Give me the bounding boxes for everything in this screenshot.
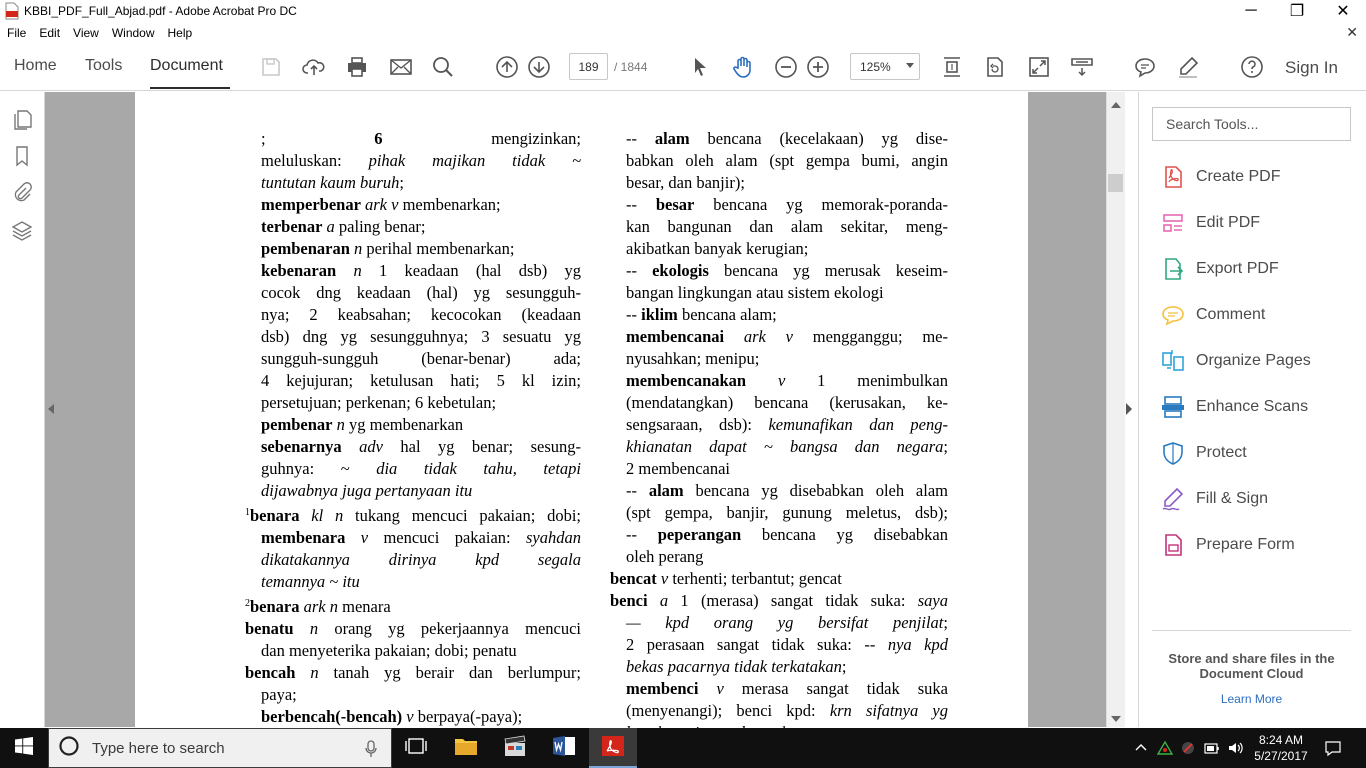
collapse-left-pane-icon[interactable]	[48, 404, 54, 414]
line-segment: terbenar	[261, 217, 323, 236]
line-segment: akibatkan banyak kerugian;	[626, 239, 809, 258]
line-segment: bencah	[245, 663, 296, 682]
fill-sign-pen-icon	[1160, 486, 1186, 512]
line-segment: guhnya: ~	[261, 459, 377, 478]
active-tab-indicator	[150, 87, 230, 89]
acrobat-file-icon	[5, 3, 19, 19]
menu-edit[interactable]: Edit	[39, 25, 61, 40]
dictionary-line	[245, 128, 581, 150]
line-segment: saya	[917, 591, 948, 610]
line-segment: benatu	[245, 619, 294, 638]
maximize-button[interactable]	[1274, 0, 1320, 22]
tool-fill-sign[interactable]	[1160, 484, 1360, 514]
line-segment: persetujuan; perkenan; 6 kebetulan;	[261, 393, 497, 412]
start-button[interactable]	[0, 728, 48, 768]
dictionary-line	[610, 678, 948, 700]
line-segment: paling benar;	[334, 217, 426, 236]
save-icon[interactable]	[259, 55, 283, 79]
line-segment: ;	[841, 657, 847, 676]
line-segment: 1 (merasa) sangat tidak suka:	[668, 591, 918, 610]
line-segment: bencana (kecelakaan) yg dise-	[689, 129, 948, 148]
menu-help[interactable]: Help	[167, 25, 193, 40]
dictionary-line	[245, 640, 581, 662]
shield-icon	[1160, 440, 1186, 466]
tool-label: Organize Pages	[1196, 352, 1311, 369]
line-segment: berpaya(-paya);	[413, 707, 523, 726]
right-text-column	[610, 128, 948, 744]
tool-label: Edit PDF	[1196, 214, 1261, 231]
line-segment: v	[746, 371, 786, 390]
tool-label: Export PDF	[1196, 260, 1279, 277]
line-segment: mencuci pakaian:	[368, 528, 526, 547]
line-segment: ;	[943, 437, 948, 456]
line-segment: krn sifatnya yg	[829, 701, 948, 720]
line-segment: kemunafikan dan peng-	[768, 415, 948, 434]
line-segment: pihak majikan tidak ~	[368, 151, 582, 170]
dictionary-line	[610, 458, 948, 480]
dictionary-line	[610, 436, 948, 458]
tool-export-pdf[interactable]	[1160, 254, 1360, 284]
line-segment: babkan oleh alam (spt gempa bumi, angin	[626, 151, 948, 170]
close-window-button[interactable]	[1320, 0, 1366, 22]
line-segment: v	[402, 707, 414, 726]
line-segment: n	[293, 619, 319, 638]
line-segment: ark v	[724, 327, 793, 346]
line-segment: nyusahkan; menipu;	[626, 349, 760, 368]
learn-more-link[interactable]: Learn More	[1220, 692, 1283, 706]
line-segment: pembenaran	[261, 239, 350, 258]
dictionary-line	[610, 480, 948, 502]
line-segment: pembenar	[261, 415, 333, 434]
line-segment: khianatan dapat ~ bangsa dan negara	[626, 437, 944, 456]
dictionary-line	[245, 304, 581, 326]
dictionary-line	[245, 662, 581, 684]
highlight-pen-icon[interactable]	[1176, 55, 1200, 79]
document-cloud-promo: Store and share files in the Document Cloud	[1168, 651, 1335, 681]
dictionary-line	[610, 414, 948, 436]
dictionary-line	[610, 326, 948, 348]
comment-icon[interactable]	[1133, 55, 1157, 79]
dictionary-line	[610, 590, 948, 612]
dictionary-line	[610, 392, 948, 414]
dictionary-line	[610, 568, 948, 590]
line-segment: n	[336, 261, 362, 280]
read-mode-icon[interactable]	[1070, 55, 1094, 79]
line-segment: membenarkan;	[398, 195, 501, 214]
tool-label: Protect	[1196, 444, 1247, 461]
search-tools-input[interactable]: Search Tools...	[1152, 107, 1351, 141]
line-segment: adv	[341, 437, 383, 456]
line-segment: alam	[654, 129, 690, 148]
tool-label: Comment	[1196, 306, 1266, 323]
tool-enhance-scans[interactable]	[1160, 392, 1360, 422]
dictionary-line	[245, 706, 581, 728]
page-thumbnails-icon[interactable]	[11, 109, 33, 131]
menu-view[interactable]: View	[73, 25, 99, 40]
line-segment: meluluskan:	[261, 151, 369, 170]
dictionary-line	[245, 216, 581, 238]
line-segment: a	[322, 217, 335, 236]
line-segment: mengizinkan;	[382, 129, 581, 148]
taskbar-acrobat[interactable]	[589, 728, 637, 768]
line-segment: yg membenarkan	[344, 415, 464, 434]
line-segment: dsb) dng yg sesungguhnya; 3 sesuatu yg	[261, 327, 581, 346]
microphone-icon[interactable]	[365, 740, 377, 763]
folder-icon	[454, 736, 478, 761]
line-segment: benci	[610, 591, 648, 610]
dictionary-line	[245, 194, 581, 216]
line-segment: kan bangunan dan alam sekitar, meng-	[626, 217, 948, 236]
dictionary-line	[245, 414, 581, 436]
line-segment: ;	[943, 613, 948, 632]
line-segment: perihal membenarkan;	[362, 239, 515, 258]
line-segment: alam	[648, 481, 684, 500]
acrobat-icon	[601, 735, 625, 762]
line-segment: mengganggu; me-	[792, 327, 948, 346]
volume-icon[interactable]	[1227, 740, 1243, 756]
tool-prepare-form[interactable]	[1160, 530, 1360, 560]
dictionary-line	[610, 260, 948, 282]
pdf-page	[135, 92, 1028, 732]
dictionary-line	[610, 150, 948, 172]
line-segment: tukang mencuci pakaian; dobi;	[343, 506, 581, 525]
tool-protect[interactable]	[1160, 438, 1360, 468]
dictionary-line	[610, 656, 948, 678]
clock-time: 8:24 AM	[1258, 733, 1304, 747]
line-segment: benara	[250, 506, 300, 525]
line-segment: v	[656, 569, 669, 588]
dictionary-line	[245, 172, 581, 194]
dictionary-line	[610, 700, 948, 722]
tool-organize-pages[interactable]	[1160, 346, 1360, 376]
windows-taskbar	[0, 728, 1366, 768]
dictionary-line	[245, 348, 581, 370]
line-segment: --	[626, 481, 649, 500]
clapperboard-icon	[503, 735, 527, 762]
line-segment: peperangan	[657, 525, 742, 544]
line-segment: 2 membencanai	[626, 459, 730, 478]
tool-label: Prepare Form	[1196, 536, 1295, 553]
line-segment: kebenaran	[261, 261, 337, 280]
dictionary-line	[610, 370, 948, 392]
line-segment: bencana yg disebabkan oleh alam	[683, 481, 948, 500]
scrollbar-thumb[interactable]	[1108, 174, 1123, 192]
line-segment: memperbenar	[261, 195, 361, 214]
title-bar	[0, 0, 1366, 22]
line-segment: 4 kejujuran; ketulusan hati; 5 kl izin;	[261, 371, 581, 390]
line-segment: — kpd orang yg bersifat penjilat	[626, 613, 944, 632]
dictionary-line	[245, 618, 581, 640]
menu-file[interactable]: File	[7, 25, 27, 40]
line-segment: besar	[655, 195, 695, 214]
line-segment: 1	[245, 507, 250, 518]
line-segment: bangan lingkungan atau sistem ekologi	[626, 283, 884, 302]
line-segment: n	[349, 239, 363, 258]
minimize-button[interactable]	[1228, 0, 1274, 22]
line-segment: paya;	[261, 685, 297, 704]
close-icon: ✕	[1336, 3, 1350, 20]
line-segment: 6	[374, 129, 383, 148]
line-segment: membenci	[626, 679, 699, 698]
tab-document[interactable]: Document	[150, 57, 223, 74]
dictionary-line	[610, 216, 948, 238]
dictionary-line	[245, 282, 581, 304]
page-fit-icon[interactable]	[940, 55, 964, 79]
layers-icon[interactable]	[11, 219, 33, 241]
dictionary-line	[610, 348, 948, 370]
enhance-scans-icon	[1160, 394, 1186, 420]
line-segment: (mendatangkan) bencana (kerusakan, ke-	[626, 393, 948, 412]
dictionary-line	[610, 612, 948, 634]
dictionary-line	[245, 571, 581, 593]
line-segment: ;	[261, 129, 375, 148]
zoom-out-icon[interactable]	[774, 55, 798, 79]
line-segment: orang yg pekerjaannya mencuci	[318, 619, 582, 638]
line-segment: --	[626, 129, 655, 148]
line-segment: iklim	[641, 305, 678, 324]
line-segment: ;	[399, 173, 405, 192]
chevron-down-icon[interactable]	[906, 63, 914, 68]
dictionary-line	[610, 634, 948, 656]
tool-comment[interactable]	[1160, 300, 1360, 330]
line-segment: bencat	[610, 569, 657, 588]
network-app-icon[interactable]	[1157, 740, 1173, 756]
line-segment: membencanakan	[626, 371, 747, 390]
maximize-icon: ❐	[1289, 3, 1305, 20]
dictionary-line	[610, 282, 948, 304]
document-view[interactable]	[45, 92, 1106, 727]
line-segment: nya kpd	[887, 635, 948, 654]
line-segment: menara	[338, 597, 391, 616]
select-cursor-icon[interactable]	[688, 55, 712, 79]
search-icon[interactable]	[431, 55, 455, 79]
line-segment: bencana yg disebabkan	[741, 525, 948, 544]
line-segment: sebenarnya	[261, 437, 342, 456]
previous-page-icon[interactable]	[495, 55, 519, 79]
line-segment: temannya ~ itu	[261, 572, 360, 591]
tool-label: Fill & Sign	[1196, 490, 1269, 507]
taskbar-media-app[interactable]	[491, 728, 539, 768]
left-text-column	[245, 128, 581, 750]
line-segment: terhenti; terbantut; gencat	[668, 569, 842, 588]
page-total-label: / 1844	[614, 60, 648, 74]
tool-create-pdf[interactable]	[1160, 162, 1360, 192]
dictionary-line	[245, 436, 581, 458]
scroll-up-icon[interactable]	[1111, 102, 1121, 108]
line-segment: v	[698, 679, 724, 698]
line-segment: syahdan	[526, 528, 581, 547]
sign-in-link[interactable]: Sign In	[1285, 58, 1338, 77]
taskbar-search-placeholder: Type here to search	[92, 739, 225, 757]
line-segment: berbencah(-bencah)	[261, 707, 403, 726]
line-segment: dan menyeterika pakaian; dobi; penatu	[261, 641, 517, 660]
line-segment: dikatakannya dirinya kpd segala	[261, 550, 581, 569]
taskbar-search-box[interactable]	[48, 728, 392, 768]
battery-icon[interactable]	[1204, 740, 1220, 756]
dictionary-line	[245, 502, 581, 527]
collapse-right-pane-icon[interactable]	[1126, 403, 1132, 415]
dictionary-line	[610, 502, 948, 524]
tool-label: Enhance Scans	[1196, 398, 1309, 415]
dictionary-line	[610, 128, 948, 150]
main-toolbar	[0, 43, 1366, 91]
tool-edit-pdf[interactable]	[1160, 208, 1360, 238]
line-segment: a	[647, 591, 669, 610]
export-pdf-icon	[1160, 256, 1186, 282]
notifications-icon[interactable]	[1325, 740, 1341, 756]
bookmark-icon[interactable]	[11, 145, 33, 167]
line-segment: bencana yg merusak keseim-	[708, 261, 948, 280]
taskbar-file-explorer[interactable]	[442, 728, 490, 768]
tab-tools[interactable]: Tools	[85, 57, 123, 74]
line-segment: --	[626, 525, 658, 544]
line-segment: cocok dng keadaan (hal) yg sesungguh-	[261, 283, 581, 302]
line-segment: n	[295, 663, 319, 682]
close-document-icon[interactable]: ✕	[1346, 24, 1358, 40]
line-segment: nya; 2 keabsahan; kecocokan (keadaan	[261, 305, 581, 324]
scroll-down-icon[interactable]	[1111, 716, 1121, 722]
dictionary-line	[245, 326, 581, 348]
help-icon[interactable]	[1240, 55, 1264, 79]
tray-app-icon[interactable]	[1180, 740, 1196, 756]
line-segment: dijawabnya juga pertanyaan itu	[261, 481, 473, 500]
email-icon[interactable]	[389, 55, 413, 79]
word-icon	[552, 735, 576, 762]
line-segment: --	[626, 305, 642, 324]
line-segment: dia tidak tahu, tetapi	[376, 459, 581, 478]
line-segment: (menyenangi); benci kpd:	[626, 701, 830, 720]
attachment-icon[interactable]	[11, 181, 33, 203]
line-segment: 1 keadaan (hal dsb) yg	[361, 261, 581, 280]
line-segment: (spt gempa, banjir, gunung meletus, dsb);	[626, 503, 948, 522]
dictionary-line	[610, 304, 948, 326]
cortana-circle-icon	[58, 735, 80, 762]
line-segment: bekas pacarnya tidak terkatakan	[626, 657, 842, 676]
chevron-up-icon[interactable]	[1133, 740, 1149, 756]
line-segment: ekologis	[652, 261, 709, 280]
line-segment: benara	[250, 597, 300, 616]
dictionary-line	[245, 527, 581, 549]
line-segment: kl n	[299, 506, 344, 525]
taskbar-word[interactable]	[540, 728, 588, 768]
line-segment: --	[626, 261, 653, 280]
create-pdf-icon	[1160, 164, 1186, 190]
zoom-select[interactable]: 125%	[850, 53, 920, 80]
task-view-button[interactable]	[392, 728, 440, 768]
line-segment: tanah yg berair dan berlumpur;	[318, 663, 582, 682]
menu-bar	[0, 22, 1366, 43]
tab-home[interactable]: Home	[14, 57, 57, 74]
line-segment: tuntutan kaum buruh	[261, 173, 400, 192]
line-segment: oleh perang	[626, 547, 704, 566]
windows-logo-icon	[15, 737, 33, 760]
dictionary-line	[245, 549, 581, 571]
dictionary-line	[245, 260, 581, 282]
line-segment: ark n	[299, 597, 338, 616]
print-icon[interactable]	[345, 55, 369, 79]
line-segment: hal yg benar; sesung-	[382, 437, 581, 456]
tool-label: Create PDF	[1196, 168, 1281, 185]
window-title: KBBI_PDF_Full_Abjad.pdf - Adobe Acrobat Pro DC	[24, 4, 297, 18]
line-segment: bencana alam;	[677, 305, 777, 324]
line-segment: 2	[245, 598, 250, 609]
dictionary-line	[610, 172, 948, 194]
dictionary-line	[245, 370, 581, 392]
line-segment: membencanai	[626, 327, 725, 346]
organize-pages-icon	[1160, 348, 1186, 374]
next-page-icon[interactable]	[527, 55, 551, 79]
minimize-icon: ─	[1245, 2, 1257, 19]
rotate-page-icon[interactable]	[983, 55, 1007, 79]
prepare-form-icon	[1160, 532, 1186, 558]
dictionary-line	[245, 150, 581, 172]
panel-divider	[1152, 630, 1351, 631]
line-segment: 2 perasaan sangat tidak suka: --	[626, 635, 888, 654]
dictionary-line	[610, 194, 948, 216]
dictionary-line	[610, 546, 948, 568]
line-segment: n	[332, 415, 345, 434]
edit-pdf-icon	[1160, 210, 1186, 236]
menu-window[interactable]: Window	[111, 25, 155, 40]
dictionary-line	[245, 480, 581, 502]
upload-cloud-icon[interactable]	[302, 55, 326, 79]
line-segment: ark v	[360, 195, 399, 214]
task-view-icon	[405, 737, 427, 760]
line-segment: sengsaraan, dsb):	[626, 415, 769, 434]
dictionary-line	[245, 593, 581, 618]
line-segment: besar, dan banjir);	[626, 173, 745, 192]
dictionary-line	[610, 524, 948, 546]
line-segment: bencana yg memorak-poranda-	[694, 195, 948, 214]
line-segment: sungguh-sungguh (benar-benar) ada;	[261, 349, 581, 368]
line-segment: --	[626, 195, 656, 214]
full-screen-icon[interactable]	[1027, 55, 1051, 79]
line-segment: merasa sangat tidak suka	[723, 679, 948, 698]
clock-date: 5/27/2017	[1254, 749, 1308, 763]
line-segment: membenara	[261, 528, 346, 547]
comment-bubble-icon	[1160, 302, 1186, 328]
left-navigation-pane	[0, 92, 45, 727]
dictionary-line	[610, 238, 948, 260]
page-number-input[interactable]: 189	[569, 53, 608, 80]
hand-tool-icon[interactable]	[731, 55, 755, 79]
system-clock[interactable]	[1254, 732, 1308, 764]
dictionary-line	[245, 238, 581, 260]
line-segment: v	[345, 528, 369, 547]
dictionary-line	[245, 458, 581, 480]
zoom-in-icon[interactable]	[806, 55, 830, 79]
line-segment: 1 menimbulkan	[785, 371, 949, 390]
dictionary-line	[245, 392, 581, 414]
dictionary-line	[245, 684, 581, 706]
